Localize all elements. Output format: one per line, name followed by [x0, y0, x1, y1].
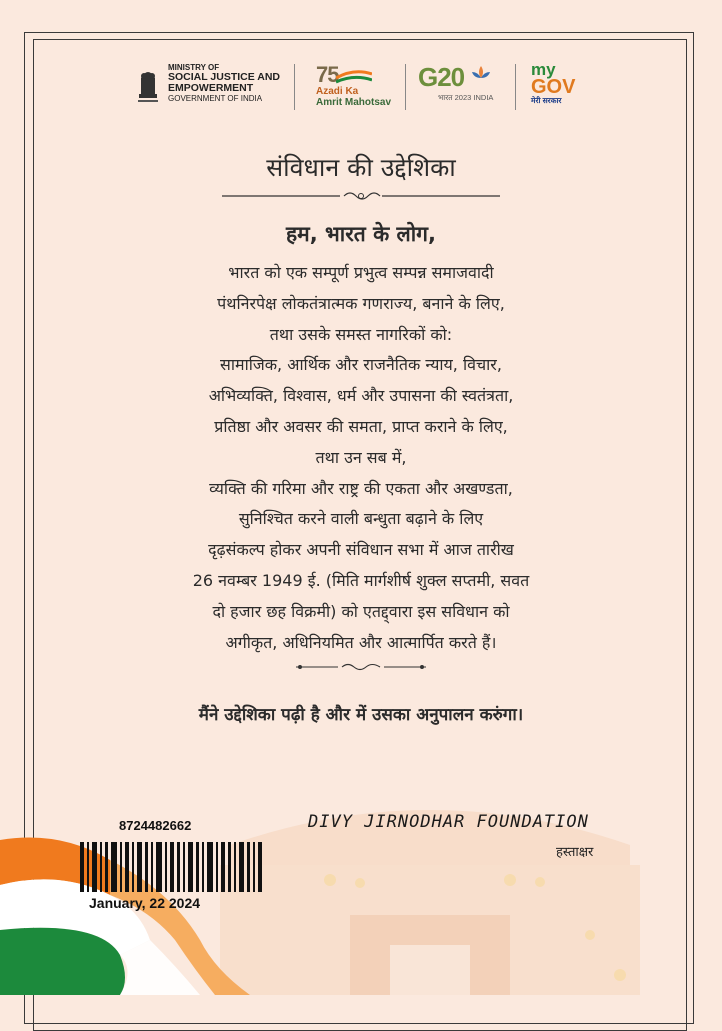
preamble-line: सुनिश्चित करने वाली बन्धुता बढ़ाने के लिए: [238, 509, 484, 529]
preamble-line: अभिव्यक्ति, विश्वास, धर्म और उपासना की स्वतंत्रता,: [208, 386, 514, 406]
signature-label: हस्ताक्षर: [556, 845, 594, 860]
preamble-line: भारत को एक सम्पूर्ण प्रभुत्व सम्पन्न समाजवादी: [228, 263, 494, 282]
preamble-line: दो हजार छह विक्रमी) को एतद्द्वारा इस सविधान को: [212, 601, 510, 621]
g20-sub: भारत 2023 INDIA: [438, 93, 494, 102]
azadi-line2: Amrit Mahotsav: [316, 97, 392, 108]
azadi-wave-icon: [336, 68, 372, 86]
mygov-sub: मेरी सरकार: [531, 96, 562, 106]
preamble-line: व्यक्ति की गरिमा और राष्ट्र की एकता और अखण्डता,: [209, 478, 513, 498]
pledge-text: मैंने उद्देशिका पढ़ी है और में उसका अनुपालन करुंगा।: [198, 705, 524, 725]
ornamental-divider: [222, 188, 500, 204]
azadi-ka-amrit-mahotsav-logo: [316, 62, 392, 108]
preamble-text: [0, 258, 722, 658]
preamble-line: तथा उसके समस्त नागरिकों को:: [269, 324, 453, 344]
barcode: [80, 842, 262, 892]
mygov-my: my: [531, 60, 556, 79]
preamble-line: 26 नवम्बर 1949 ई. (मिति मार्गशीर्ष शुक्ल सप्तमी, सवत: [192, 570, 530, 590]
logo-separator: [515, 64, 516, 110]
azadi-line1: Azadi Ka: [316, 86, 359, 97]
preamble-line: अगीकृत, अधिनियमित और आत्मार्पित करते हैं।: [225, 632, 497, 652]
azadi-number: 75: [316, 62, 339, 87]
preamble-opening: हम, भारत के लोग,: [286, 222, 436, 246]
mygov-gov: GOV: [531, 76, 576, 99]
logo-separator: [294, 64, 295, 110]
ornamental-divider-small: [296, 660, 426, 674]
ministry-line1: MINISTRY OF: [168, 63, 220, 72]
ministry-line4: GOVERNMENT OF INDIA: [168, 94, 263, 104]
preamble-line: दृढ़संकल्प होकर अपनी संविधान सभा में आज तारीख: [208, 540, 514, 560]
preamble-line: तथा उन सब में,: [315, 447, 407, 467]
preamble-line: सामाजिक, आर्थिक और राजनैतिक न्याय, विचार,: [220, 355, 502, 375]
preamble-line: प्रतिष्ठा और अवसर की समता, प्राप्त कराने के लिए,: [214, 416, 508, 436]
ministry-logo-text: [168, 64, 280, 104]
preamble-line: पंथनिरपेक्ष लोकतंत्रात्मक गणराज्य, बनाने के लिए,: [217, 293, 505, 313]
mygov-logo: [531, 62, 575, 104]
date-label: January, 22 2024: [89, 895, 201, 911]
logo-separator: [405, 64, 406, 110]
g20-logo: [418, 62, 494, 102]
ministry-line3: EMPOWERMENT: [168, 82, 254, 95]
national-emblem-icon: [136, 64, 160, 106]
foundation-name: DIVY JIRNODHAR FOUNDATION: [308, 812, 589, 832]
lotus-icon: [470, 66, 492, 80]
header-logos: [134, 62, 594, 112]
ministry-line2: SOCIAL JUSTICE AND: [168, 71, 281, 84]
phone-number: 8724482662: [119, 818, 192, 833]
g20-label: G20: [418, 62, 465, 92]
page-title: संविधान की उद्देशिका: [266, 153, 456, 182]
